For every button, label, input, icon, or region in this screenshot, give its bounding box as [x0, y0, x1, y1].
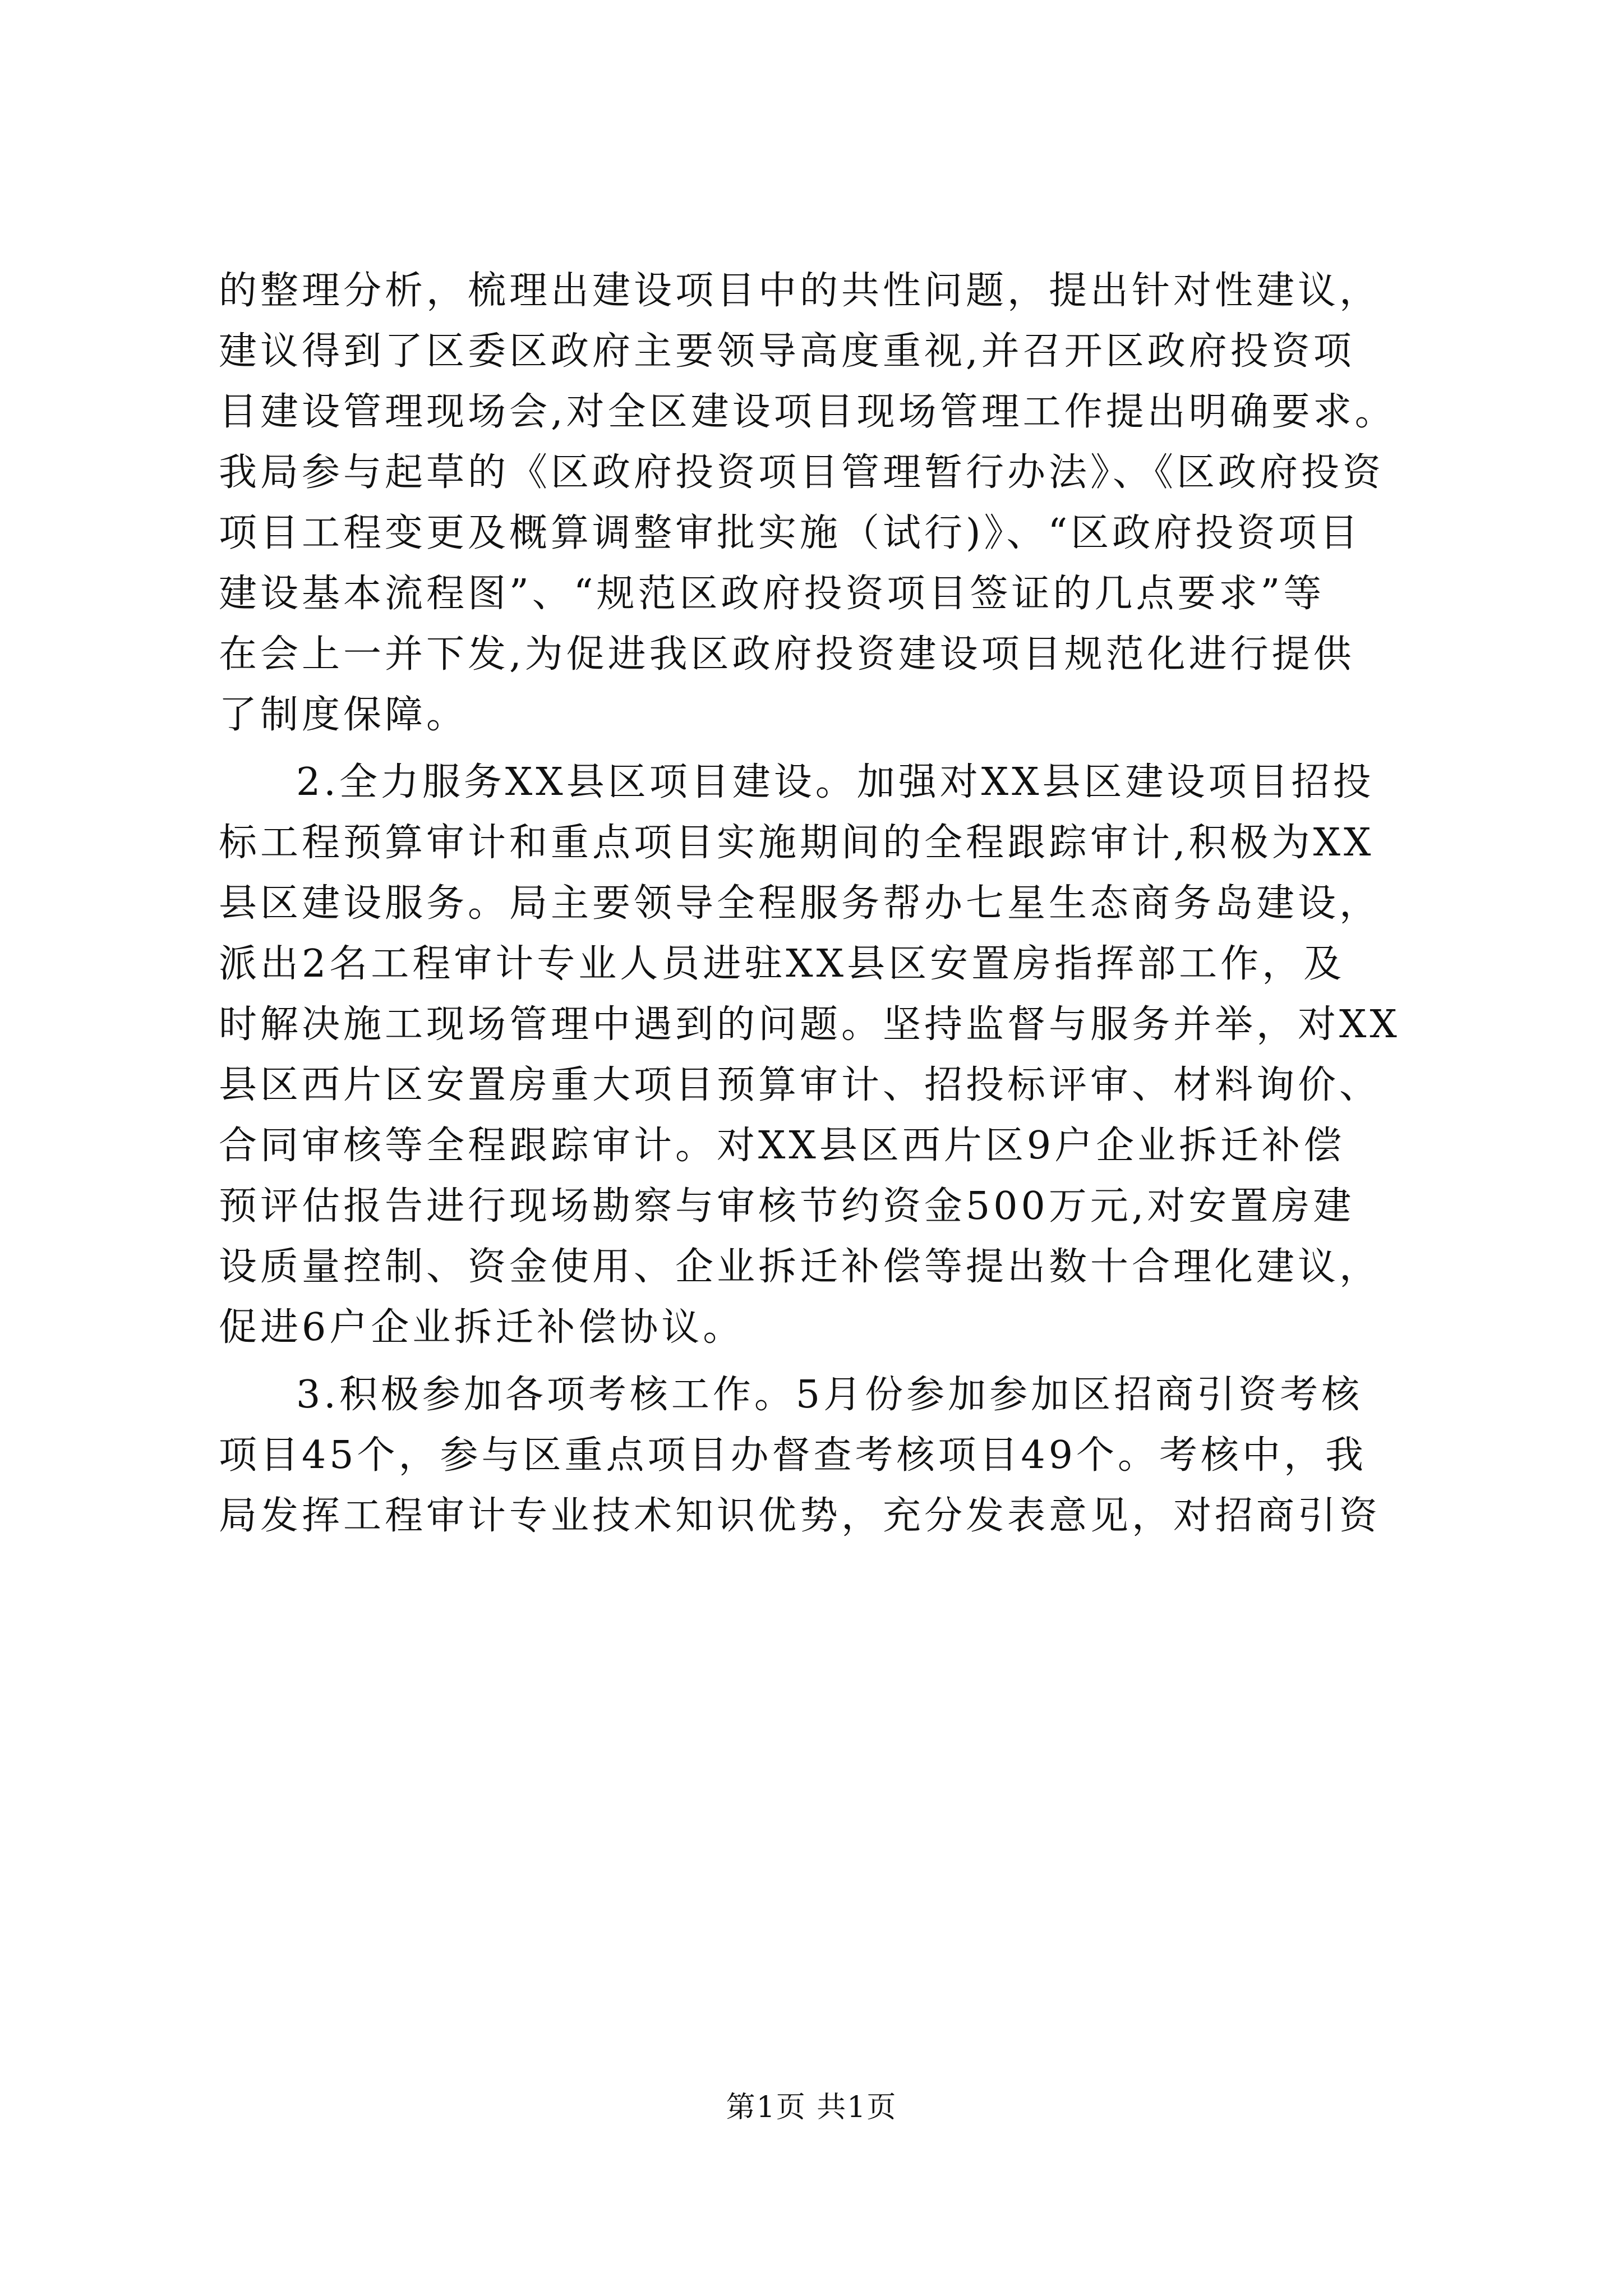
text-line: 时解决施工现场管理中遇到的问题。坚持监督与服务并举，对XX: [219, 1002, 1400, 1047]
text-line: 项目45个，参与区重点项目办督查考核项目49个。考核中，我: [219, 1433, 1367, 1478]
text-line: 3.积极参加各项考核工作。5月份参加参加区招商引资考核: [296, 1373, 1363, 1417]
text-line: 了制度保障。: [219, 693, 468, 737]
text-line: 建设基本流程图”、“规范区政府投资项目签证的几点要求”等: [219, 572, 1325, 616]
paragraph-3: [219, 1365, 1436, 1547]
text-line: 设质量控制、资金使用、企业拆迁补偿等提出数十合理化建议，: [219, 1245, 1381, 1289]
text-line: 在会上一并下发,为促进我区政府投资建设项目规范化进行提供: [219, 632, 1355, 677]
text-line: 合同审核等全程跟踪审计。对XX县区西片区9户企业拆迁补偿: [219, 1124, 1345, 1168]
text-line: 建议得到了区委区政府主要领导高度重视,并召开区政府投资项: [219, 329, 1355, 374]
text-line: 标工程预算审计和重点项目实施期间的全程跟踪审计,积极为XX: [219, 821, 1375, 865]
text-line: 目建设管理现场会,对全区建设项目现场管理工作提出明确要求。: [219, 390, 1396, 434]
paragraph-1: [219, 261, 1436, 746]
text-line: 2.全力服务XX县区项目建设。加强对XX县区建设项目招投: [296, 760, 1375, 804]
document-body: [219, 261, 1436, 1547]
paragraph-2: [219, 752, 1436, 1358]
text-line: 的整理分析，梳理出建设项目中的共性问题，提出针对性建议，: [219, 269, 1381, 313]
text-line: 派出2名工程审计专业人员进驻XX县区安置房指挥部工作，及: [219, 942, 1345, 986]
text-line: 县区西片区安置房重大项目预算审计、招投标评审、材料询价、: [219, 1063, 1381, 1107]
text-line: 项目工程变更及概算调整审批实施（试行)》、“区政府投资项目: [219, 511, 1362, 555]
page-footer: 第1页 共1页: [726, 2091, 897, 2124]
text-line: 县区建设服务。局主要领导全程服务帮办七星生态商务岛建设，: [219, 881, 1381, 926]
text-line: 预评估报告进行现场勘察与审核节约资金500万元,对安置房建: [219, 1184, 1355, 1228]
text-line: 我局参与起草的《区政府投资项目管理暂行办法》、《区政府投资: [219, 450, 1385, 495]
text-line: 局发挥工程审计专业技术知识优势，充分发表意见，对招商引资: [219, 1494, 1381, 1538]
text-line: 促进6户企业拆迁补偿协议。: [219, 1305, 745, 1350]
